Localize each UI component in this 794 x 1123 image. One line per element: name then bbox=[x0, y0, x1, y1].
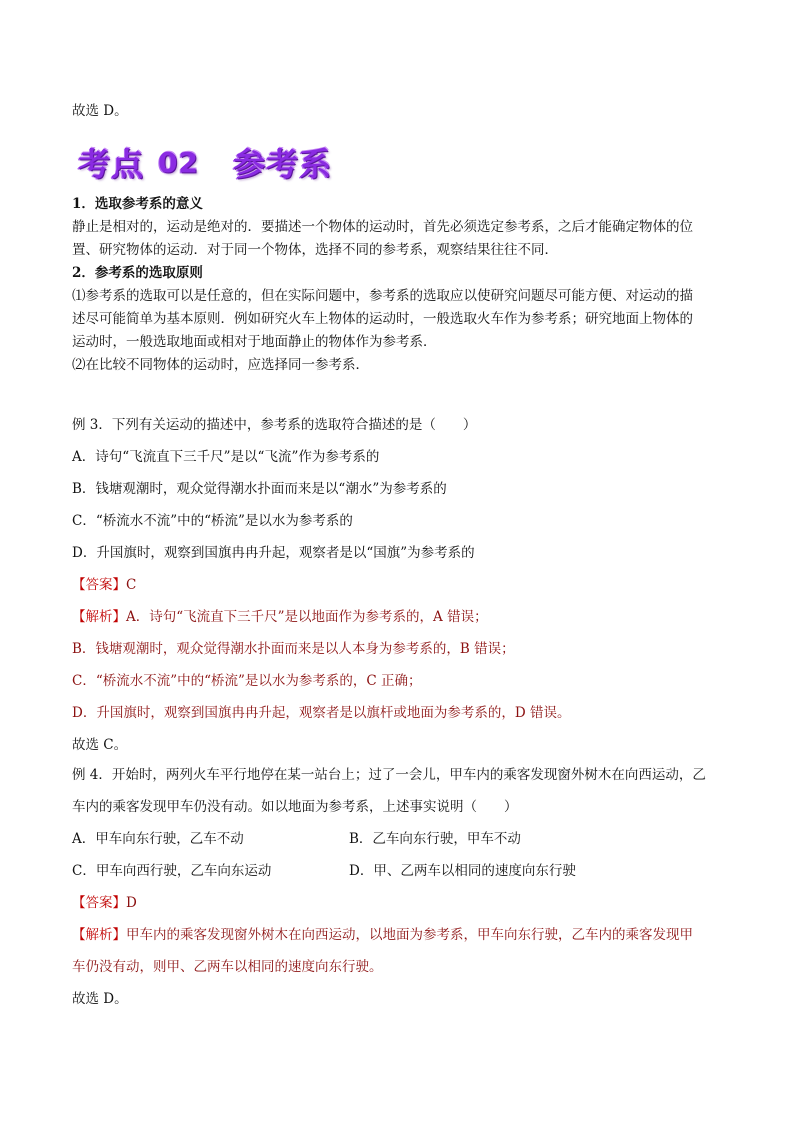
analysis-line: A．诗句“飞流直下三千尺”是以地面作为参考系的，A 错误； bbox=[126, 609, 488, 625]
analysis-line: 甲车内的乘客发现窗外树木在向西运动，以地面为参考系，甲车向东行驶，乙车内的乘客发现甲 bbox=[126, 927, 693, 943]
analysis-line: B．钱塘观潮时，观众觉得潮水扑面而来是以人本身为参考系的，B 错误； bbox=[72, 641, 515, 657]
example3-option-a: A．诗句“飞流直下三千尺”是以“飞流”作为参考系的 bbox=[72, 449, 380, 465]
answer-value: C bbox=[126, 577, 137, 593]
top-conclusion: 故选 D。 bbox=[72, 103, 128, 119]
example3-question: 例 3．下列有关运动的描述中，参考系的选取符合描述的是（ ） bbox=[72, 417, 477, 433]
section2-line: 述尽可能简单为基本原则．例如研究火车上物体的运动时，一般选取火车作为参考系；研究地面上物体的 bbox=[72, 311, 693, 327]
example3-option-b: B．钱塘观潮时，观众觉得潮水扑面而来是以“潮水”为参考系的 bbox=[72, 481, 447, 497]
example4-option-a: A．甲车向东行驶，乙车不动 bbox=[72, 831, 244, 847]
example3-analysis bbox=[72, 607, 732, 627]
example3-option-d: D．升国旗时，观察到国旗冉冉升起，观察者是以“国旗”为参考系的 bbox=[72, 545, 475, 561]
section1-line: 静止是相对的，运动是绝对的．要描述一个物体的运动时，首先必须选定参考系，之后才能确定物体的位 bbox=[72, 219, 693, 235]
example4-option-b: B．乙车向东行驶，甲车不动 bbox=[349, 831, 521, 847]
example4-options-row2 bbox=[72, 861, 732, 881]
answer-value: D bbox=[126, 895, 137, 911]
answer-tag: 【答案】 bbox=[72, 895, 126, 911]
example4-question: 例 4．开始时，两列火车平行地停在某一站台上；过了一会儿，甲车内的乘客发现窗外树木在向西运动，乙 bbox=[72, 767, 706, 783]
answer-tag: 【答案】 bbox=[72, 577, 126, 593]
example3-option-c: C．“桥流水不流”中的“桥流”是以水为参考系的 bbox=[72, 513, 353, 529]
example4-answer bbox=[72, 893, 732, 913]
example4-analysis bbox=[72, 925, 732, 945]
heading-title: 参考系 bbox=[232, 145, 332, 183]
analysis-line: C．“桥流水不流”中的“桥流”是以水为参考系的，C 正确； bbox=[72, 673, 422, 689]
analysis-line: D．升国旗时，观察到国旗冉冉升起，观察者是以旗杆或地面为参考系的，D 错误。 bbox=[72, 705, 571, 721]
example4-option-d: D．甲、乙两车以相同的速度向东行驶 bbox=[349, 863, 576, 879]
analysis-tag: 【解析】 bbox=[72, 609, 126, 625]
example4-question: 车内的乘客发现甲车仍没有动。如以地面为参考系，上述事实说明（ ） bbox=[72, 799, 518, 815]
section2-title: 2．参考系的选取原则 bbox=[72, 265, 203, 281]
section1-title: 1．选取参考系的意义 bbox=[72, 196, 203, 212]
example4-conclusion: 故选 D。 bbox=[72, 991, 128, 1007]
heading-number: 02 bbox=[158, 145, 199, 179]
section2-line: 运动时，一般选取地面或相对于地面静止的物体作为参考系． bbox=[72, 334, 437, 350]
section2-line: ⑴参考系的选取可以是任意的，但在实际问题中，参考系的选取应以使研究问题尽可能方便、对运动的描 bbox=[72, 288, 693, 304]
section1-line: 置、研究物体的运动．对于同一个物体，选择不同的参考系，观察结果往往不同． bbox=[72, 242, 558, 258]
section2-line: ⑵在比较不同物体的运动时，应选择同一参考系． bbox=[72, 357, 369, 373]
analysis-tag: 【解析】 bbox=[72, 927, 126, 943]
section-heading bbox=[78, 138, 332, 186]
heading-prefix: 考点 bbox=[78, 145, 145, 183]
example4-options-row1 bbox=[72, 829, 732, 849]
analysis-line: 车仍没有动，则甲、乙两车以相同的速度向东行驶。 bbox=[72, 959, 383, 975]
example4-option-c: C．甲车向西行驶，乙车向东运动 bbox=[72, 863, 272, 879]
example3-conclusion: 故选 C。 bbox=[72, 737, 128, 753]
example3-answer bbox=[72, 575, 732, 595]
